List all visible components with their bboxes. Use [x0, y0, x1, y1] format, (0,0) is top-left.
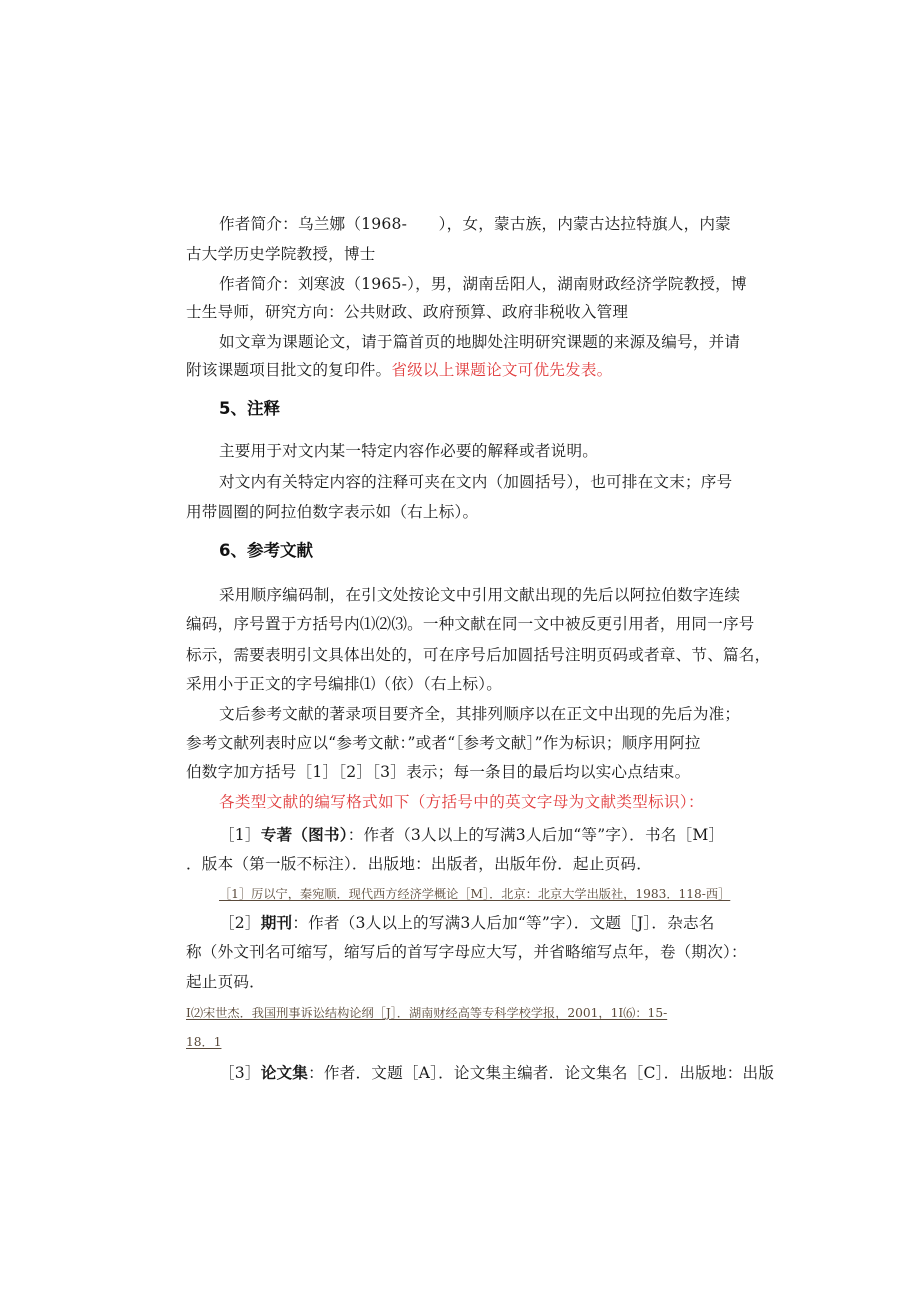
author-intro-2-line1: 作者简介：刘寒波（1965-），男，湖南岳阳人，湖南财政经济学院教授，博: [219, 275, 747, 293]
ref-item1-text: ：作者（3人以上的写满3人后加“等”字）．书名［M］: [347, 826, 725, 844]
ref-item1-label: 专著（图书）: [260, 826, 348, 844]
ref-item2-example-line1: I⑵宋世杰．我国刑事诉讼结构论纲［J］．湖南财经高等专科学校学报，2001，1I⑹：15-: [186, 1006, 668, 1020]
ref-item2-label: 期刊: [260, 914, 293, 932]
section6-p2-line1: 文后参考文献的著录项目要齐全，其排列顺序以在正文中出现的先后为准；: [219, 705, 741, 723]
ref-item2-line3: 起止页码．: [186, 973, 265, 991]
section6-title: 6、参考文献: [219, 541, 313, 560]
ref-item2-line1: [219, 913, 715, 933]
topic-note-line1: 如文章为课题论文，请于篇首页的地脚处注明研究课题的来源及编号，并请: [219, 333, 741, 351]
ref-item2-line2: 称（外文刊名可缩写，缩写后的首写字母应大写，并省略缩写点年，卷（期次）：: [186, 943, 747, 961]
section6-p2-line2: 参考文献列表时应以“参考文献：”或者“［参考文献］”作为标识；顺序用阿拉: [186, 734, 701, 752]
author-intro-1-line1: 作者简介：乌兰娜（1968- ），女，蒙古族，内蒙古达拉特旗人，内蒙: [219, 215, 731, 233]
section5-title: 5、注释: [219, 399, 280, 418]
author-intro-1-line2: 古大学历史学院教授，博士: [186, 245, 376, 263]
topic-note-line2: [186, 360, 612, 380]
ref-item1-num: ［1］: [219, 826, 261, 844]
author-intro-2-line2: 士生导师，研究方向：公共财政、政府预算、政府非税收入管理: [186, 303, 629, 321]
ref-item1-example: ［1］厉以宁，秦宛顺．现代西方经济学概论［M］．北京：北京大学出版社，1983．118-西］: [219, 887, 731, 901]
topic-note-plain: 附该课题项目批文的复印件。: [186, 361, 392, 379]
ref-item2-example-line2: 18．1: [186, 1035, 222, 1049]
ref-item2-num: ［2］: [219, 914, 261, 932]
ref-item3-line1: [219, 1063, 774, 1083]
ref-item2-text: ：作者（3人以上的写满3人后加“等”字）．文题［J］．杂志名: [292, 914, 715, 932]
ref-item1-line1: [219, 825, 724, 845]
section6-p1-line4: 采用小于正文的字号编排⑴（依）（右上标）。: [186, 675, 503, 693]
section5-p2-line2: 用带圆圈的阿拉伯数字表示如（右上标）。: [186, 503, 479, 521]
topic-note-priority: 省级以上课题论文可优先发表。: [391, 361, 613, 379]
format-heading: 各类型文献的编写格式如下（方括号中的英文字母为文献类型标识）：: [219, 793, 704, 811]
section6-p1-line3: 标示，需要表明引文具体出处的，可在序号后加圆括号注明页码或者章、节、篇名，: [186, 646, 771, 664]
section5-p1: 主要用于对文内某一特定内容作必要的解释或者说明。: [219, 442, 599, 460]
section6-p1-line2: 编码，序号置于方括号内⑴⑵⑶。一种文献在同一文中被反更引用者，用同一序号: [186, 615, 755, 633]
ref-item3-label: 论文集: [260, 1064, 309, 1082]
ref-item3-text: ：作者．文题［A］．论文集主编者．论文集名［C］．出版地：出版: [308, 1064, 775, 1082]
ref-item3-num: ［3］: [219, 1064, 261, 1082]
section6-p1-line1: 采用顺序编码制，在引文处按论文中引用文献出现的先后以阿拉伯数字连续: [219, 586, 741, 604]
ref-item1-line2: ．版本（第一版不标注）．出版地：出版者，出版年份．起止页码．: [186, 855, 653, 873]
section6-p2-line3: 伯数字加方括号［1］［2］［3］表示；每一条目的最后均以实心点结束。: [186, 763, 691, 781]
section5-p2-line1: 对文内有关特定内容的注释可夹在文内（加圆括号），也可排在文末；序号: [219, 473, 733, 491]
